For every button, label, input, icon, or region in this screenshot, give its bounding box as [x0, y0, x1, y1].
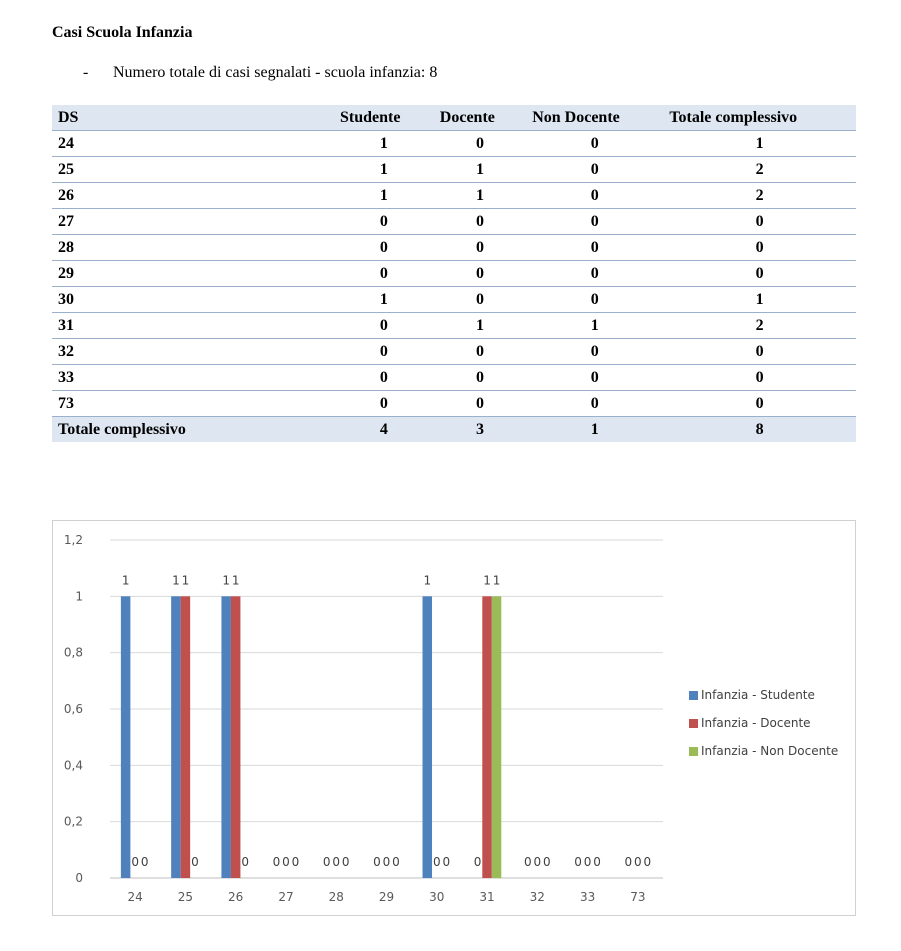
summary-bullet — [83, 64, 437, 82]
data-label: 0 — [382, 855, 391, 869]
bullet-dash: - — [83, 64, 89, 81]
data-label: 0 — [624, 855, 633, 869]
x-tick-label: 73 — [630, 890, 646, 904]
cell-docente: 1 — [434, 313, 526, 339]
cell-non-docente: 1 — [526, 313, 663, 339]
cell-non-docente: 0 — [526, 391, 663, 417]
x-tick-label: 24 — [127, 890, 143, 904]
cell-docente: 1 — [434, 183, 526, 209]
cell-ds: 26 — [52, 183, 334, 209]
data-label: 0 — [322, 855, 331, 869]
table-row — [52, 261, 856, 287]
data-label: 1 — [181, 573, 190, 588]
header-totale: Totale complessivo — [663, 105, 856, 131]
cell-studente: 0 — [334, 313, 434, 339]
cell-studente: 1 — [334, 183, 434, 209]
cell-non-docente: 0 — [526, 235, 663, 261]
cell-docente: 0 — [434, 339, 526, 365]
cell-studente: 0 — [334, 209, 434, 235]
table-row — [52, 391, 856, 417]
table-row — [52, 183, 856, 209]
legend-item — [689, 737, 838, 765]
data-label: 0 — [341, 855, 350, 869]
cell-docente: 0 — [434, 365, 526, 391]
x-tick-label: 28 — [328, 890, 344, 904]
legend-swatch — [689, 719, 698, 728]
cases-table — [52, 105, 856, 442]
table-row — [52, 287, 856, 313]
y-tick-label: 0,4 — [63, 758, 83, 773]
cell-docente: 0 — [434, 261, 526, 287]
cell-non-docente: 0 — [526, 339, 663, 365]
data-label: 0 — [191, 855, 199, 869]
cell-non-docente: 0 — [526, 261, 663, 287]
data-label: 0 — [332, 855, 341, 869]
cell-studente: 1 — [334, 157, 434, 183]
cell-totale: 0 — [663, 235, 856, 261]
data-label: 0 — [241, 855, 250, 869]
cell-docente: 0 — [434, 391, 526, 417]
table-row — [52, 313, 856, 339]
cell-totale: 1 — [663, 131, 856, 157]
bar-infanzia-studente — [221, 596, 231, 878]
data-label: 0 — [643, 855, 652, 869]
cell-totale: 1 — [663, 287, 856, 313]
legend-swatch — [689, 747, 698, 756]
data-label: 0 — [442, 855, 451, 869]
cell-studente: 0 — [334, 235, 434, 261]
cell-studente: 0 — [334, 261, 434, 287]
cell-non-docente: 0 — [526, 365, 663, 391]
section-title: Casi Scuola Infanzia — [52, 24, 193, 41]
data-label: 0 — [131, 855, 139, 869]
data-label: 0 — [634, 855, 642, 869]
cell-ds: 33 — [52, 365, 334, 391]
total-cell-totale: 8 — [663, 417, 856, 443]
chart-legend — [689, 681, 838, 765]
cell-studente: 1 — [334, 131, 434, 157]
data-label: 0 — [542, 855, 551, 869]
cell-ds: 27 — [52, 209, 334, 235]
data-label: 0 — [533, 855, 542, 869]
data-label: 1 — [172, 573, 180, 588]
cell-docente: 0 — [434, 235, 526, 261]
cell-totale: 0 — [663, 365, 856, 391]
cell-docente: 0 — [434, 131, 526, 157]
cell-docente: 0 — [434, 209, 526, 235]
data-label: 1 — [492, 573, 501, 588]
data-label: 0 — [392, 855, 400, 869]
x-tick-label: 29 — [378, 890, 395, 904]
table-row — [52, 365, 856, 391]
table-row — [52, 157, 856, 183]
cell-non-docente: 0 — [526, 287, 663, 313]
x-tick-label: 25 — [177, 890, 194, 904]
legend-item — [689, 681, 838, 709]
cell-ds: 24 — [52, 131, 334, 157]
data-label: 0 — [291, 855, 300, 869]
data-label: 0 — [373, 855, 381, 869]
table-header-row — [52, 105, 856, 131]
bar-infanzia-docente — [181, 596, 191, 878]
bar-infanzia-docente — [482, 596, 492, 878]
data-label: 1 — [121, 573, 130, 588]
data-label: 0 — [473, 855, 482, 869]
total-cell-non-docente: 1 — [526, 417, 663, 443]
cell-totale: 2 — [663, 313, 856, 339]
data-label: 0 — [574, 855, 582, 869]
table-row — [52, 339, 856, 365]
y-tick-label: 1,2 — [63, 533, 83, 547]
cell-ds: 31 — [52, 313, 334, 339]
table-row — [52, 131, 856, 157]
x-tick-label: 32 — [529, 890, 545, 904]
y-tick-label: 0 — [75, 871, 83, 885]
data-label: 1 — [231, 573, 240, 588]
y-tick-label: 0,2 — [63, 814, 83, 829]
total-cell-studente: 4 — [334, 417, 434, 443]
legend-label: Infanzia - Studente — [701, 688, 815, 702]
legend-label: Infanzia - Docente — [701, 716, 811, 730]
data-label: 0 — [140, 855, 149, 869]
data-label: 0 — [282, 855, 290, 869]
header-non-docente: Non Docente — [526, 105, 663, 131]
legend-swatch — [689, 691, 698, 700]
chart-container — [52, 520, 856, 916]
y-tick-label: 0,6 — [63, 702, 83, 716]
data-label: 1 — [483, 573, 491, 588]
total-cell-docente: 3 — [434, 417, 526, 443]
cell-studente: 0 — [334, 391, 434, 417]
header-ds: DS — [52, 105, 334, 131]
cell-totale: 2 — [663, 157, 856, 183]
cell-ds: 29 — [52, 261, 334, 287]
cell-totale: 2 — [663, 183, 856, 209]
bar-infanzia-studente — [171, 596, 181, 878]
cell-ds: 25 — [52, 157, 334, 183]
cell-totale: 0 — [663, 391, 856, 417]
cell-ds: 30 — [52, 287, 334, 313]
cell-ds: 32 — [52, 339, 334, 365]
legend-item — [689, 709, 838, 737]
cell-non-docente: 0 — [526, 209, 663, 235]
bar-infanzia-studente — [121, 596, 130, 878]
table-row — [52, 209, 856, 235]
data-label: 0 — [523, 855, 532, 869]
data-label: 0 — [593, 855, 601, 869]
summary-text: Numero totale di casi segnalati - scuola infanzia: 8 — [113, 64, 438, 81]
cell-non-docente: 0 — [526, 157, 663, 183]
bar-infanzia-docente — [231, 596, 241, 878]
y-tick-label: 0,8 — [63, 645, 83, 660]
cell-docente: 0 — [434, 287, 526, 313]
table-body — [52, 131, 856, 443]
table-row — [52, 235, 856, 261]
bar-infanzia-studente — [423, 596, 433, 878]
y-tick-label: 1 — [75, 589, 83, 604]
header-studente: Studente — [334, 105, 434, 131]
cell-non-docente: 0 — [526, 183, 663, 209]
data-label: 0 — [432, 855, 441, 869]
legend-label: Infanzia - Non Docente — [701, 744, 839, 758]
cell-non-docente: 0 — [526, 131, 663, 157]
cell-ds: 73 — [52, 391, 334, 417]
cell-studente: 0 — [334, 339, 434, 365]
cell-studente: 1 — [334, 287, 434, 313]
x-tick-label: 30 — [429, 890, 445, 904]
data-label: 1 — [423, 573, 432, 588]
x-tick-label: 26 — [228, 890, 244, 904]
data-label: 0 — [583, 855, 592, 869]
total-cell-ds: Totale complessivo — [52, 417, 334, 443]
table-total-row — [52, 417, 856, 443]
header-docente: Docente — [434, 105, 526, 131]
bar-infanzia-non-docente — [492, 596, 502, 878]
data-label: 0 — [272, 855, 281, 869]
cell-totale: 0 — [663, 339, 856, 365]
x-tick-label: 33 — [579, 890, 596, 904]
x-tick-label: 27 — [278, 890, 294, 904]
cell-docente: 1 — [434, 157, 526, 183]
cell-totale: 0 — [663, 261, 856, 287]
cell-studente: 0 — [334, 365, 434, 391]
cell-totale: 0 — [663, 209, 856, 235]
x-tick-label: 31 — [479, 890, 495, 904]
cell-ds: 28 — [52, 235, 334, 261]
data-label: 1 — [222, 573, 231, 588]
